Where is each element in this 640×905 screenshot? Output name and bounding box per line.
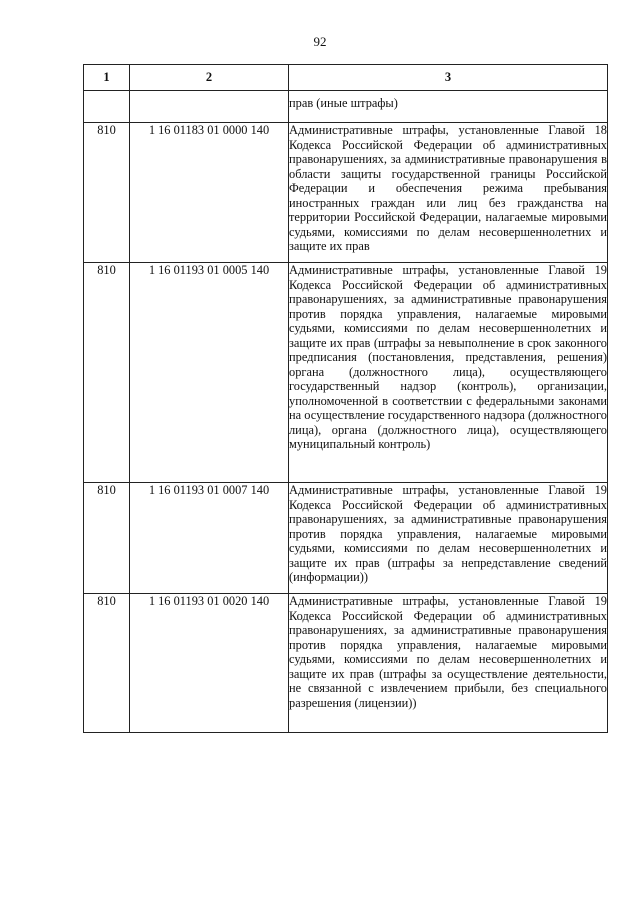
table-header [84,65,608,91]
budget-code-cell: 1 16 01193 01 0020 140 [130,594,289,733]
description-cell: Административные штрафы, установленные Главой 18 Кодекса Российской Федерации об административных правонарушениях, за административные правонарушения в области защиты государственной границы Российской Федерации и обеспечения режима пребывания иностранных граждан или лиц без гражданства на территории Российской Федерации, налагаемые мировыми судьями, комиссиями по делам несовершеннолетних и защите их прав [289,123,608,263]
admin-code-cell: 810 [84,263,130,483]
admin-code-cell: 810 [84,483,130,594]
description-cell: Административные штрафы, установленные Главой 19 Кодекса Российской Федерации об административных правонарушениях, за административные правонарушения против порядка управления, налагаемые мировыми судьями, комиссиями по делам несовершеннолетних и защите их прав (штрафы за невыполнение в срок законного предписания (постановления, представления, решения) органа (должностного лица), осуществляющего государственный надзор (контроль), организации, уполномоченной в соответствии с федеральными законами на осуществление государственного надзора (должностного лица), органа (должностного лица), осуществляющего муниципальный контроль) [289,263,608,483]
column-header-3: 3 [289,65,608,91]
budget-code-cell [130,91,289,123]
budget-code-cell: 1 16 01183 01 0000 140 [130,123,289,263]
table-row [84,263,608,483]
description-cell: Административные штрафы, установленные Главой 19 Кодекса Российской Федерации об административных правонарушениях, за административные правонарушения против порядка управления, налагаемые мировыми судьями, комиссиями по делам несовершеннолетних и защите их прав (штрафы за осуществление деятельности, не связанной с извлечением прибыли, без специального разрешения (лицензии)) [289,594,608,733]
admin-code-cell: 810 [84,594,130,733]
table-row [84,123,608,263]
admin-code-cell [84,91,130,123]
page-number: 92 [313,34,327,49]
budget-code-cell: 1 16 01193 01 0005 140 [130,263,289,483]
table-row [84,483,608,594]
column-header-2: 2 [130,65,289,91]
table-body [84,91,608,733]
table-row [84,594,608,733]
admin-code-cell: 810 [84,123,130,263]
continuation-row [84,91,608,123]
budget-codes-table [83,64,608,733]
budget-code-cell: 1 16 01193 01 0007 140 [130,483,289,594]
description-cell: Административные штрафы, установленные Главой 19 Кодекса Российской Федерации об административных правонарушениях, за административные правонарушения против порядка управления, налагаемые мировыми судьями, комиссиями по делам несовершеннолетних и защите их прав (штрафы за непредставление сведений (информации)) [289,483,608,594]
column-header-1: 1 [84,65,130,91]
header-row [84,65,608,91]
description-cell: прав (иные штрафы) [289,91,608,123]
